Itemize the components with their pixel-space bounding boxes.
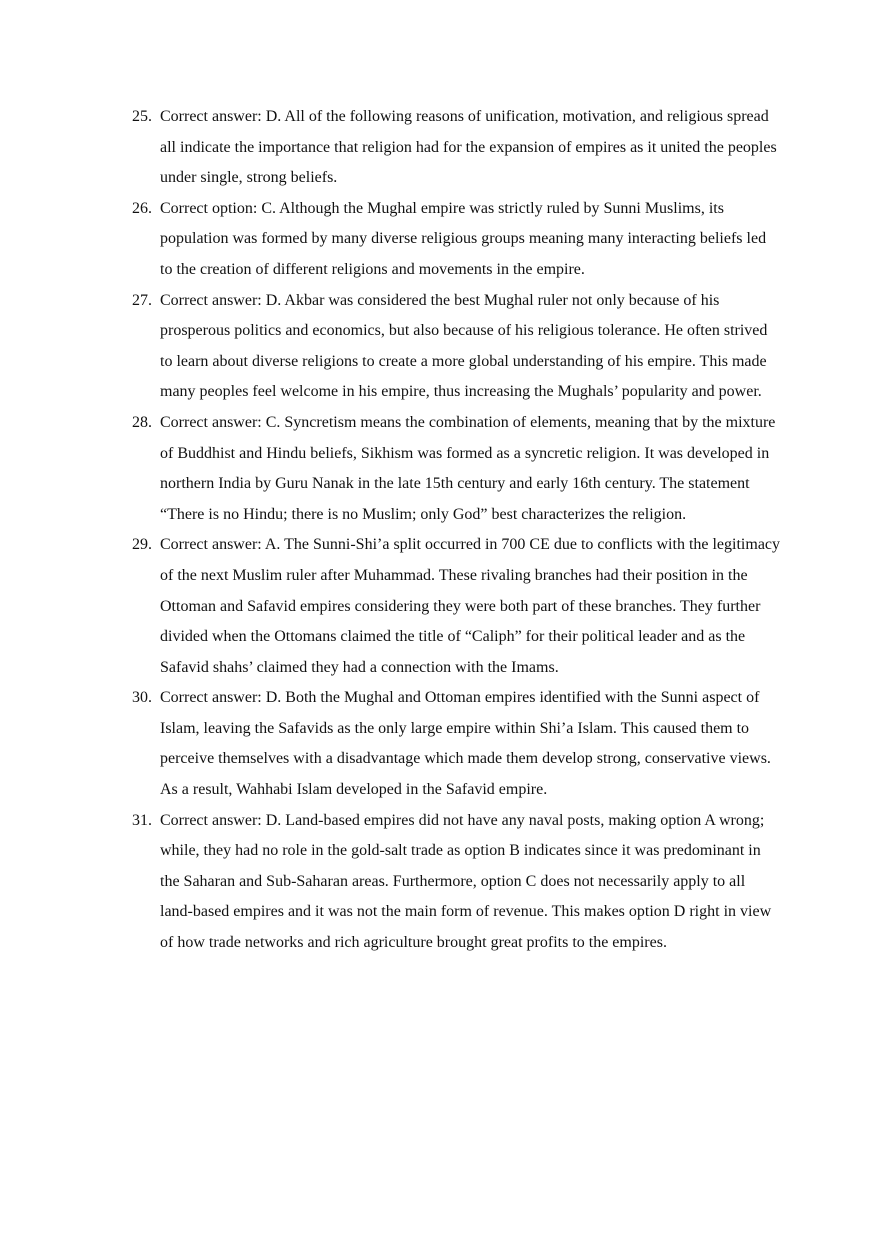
answer-text: Correct option: C. Although the Mughal empire was strictly ruled by Sunni Muslims, its population was formed by many diverse religious groups meaning many interacting beliefs led to the creation of different religions and movements in the empire. (160, 199, 767, 278)
answer-text: Correct answer: D. All of the following reasons of unification, motivation, and religious spread all indicate the importance that religion had for the expansion of empires as it united the peoples under single, strong beliefs. (160, 108, 777, 187)
answer-text: Correct answer: C. Syncretism means the combination of elements, meaning that by the mixture of Buddhist and Hindu beliefs, Sikhism was formed as a syncretic religion. It was developed in northern India by Guru Nanak in the late 15th century and early 16th century. The statement “There is no Hindu; there is no Muslim; only God” best characterizes the religion. (160, 413, 776, 523)
answer-item (132, 806, 782, 959)
answer-item (132, 194, 782, 286)
answer-number: 29. (132, 536, 152, 554)
answer-number: 27. (132, 291, 152, 309)
answer-item (132, 408, 782, 530)
answer-number: 31. (132, 811, 152, 829)
answer-text: Correct answer: D. Akbar was considered the best Mughal ruler not only because of his prosperous politics and economics, but also because of his religious tolerance. He often strived to learn about diverse religions to create a more global understanding of his empire. This made many peoples feel welcome in his empire, thus increasing the Mughals’ popularity and power. (160, 291, 768, 401)
answer-text: Correct answer: D. Both the Mughal and Ottoman empires identified with the Sunni aspect of Islam, leaving the Safavids as the only large empire within Shi’a Islam. This caused them to perceive themselves with a disadvantage which made them develop strong, conservative views. As a result, Wahhabi Islam developed in the Safavid empire. (160, 689, 771, 799)
answer-item (132, 683, 782, 805)
answer-number: 30. (132, 689, 152, 707)
answer-item (132, 102, 782, 194)
answer-text: Correct answer: A. The Sunni-Shi’a split occurred in 700 CE due to conflicts with the legitimacy of the next Muslim ruler after Muhammad. These rivaling branches had their position in the Ottoman and Safavid empires considering they were both part of these branches. They further divided when the Ottomans claimed the title of “Caliph” for their political leader and as the Safavid shahs’ claimed they had a connection with the Imams. (160, 536, 781, 676)
answer-number: 25. (132, 108, 152, 125)
answer-key-list (132, 102, 782, 959)
answer-number: 26. (132, 199, 152, 217)
answer-text: Correct answer: D. Land-based empires did not have any naval posts, making option A wrong; while, they had no role in the gold-salt trade as option B indicates since it was predominant in the Saharan and Sub-Saharan areas. Furthermore, option C does not necessarily apply to all land-based empires and it was not the main form of revenue. This makes option D right in view of how trade networks and rich agriculture brought great profits to the empires. (160, 811, 772, 952)
answer-item (132, 530, 782, 683)
answer-item (132, 286, 782, 408)
answer-number: 28. (132, 413, 152, 431)
